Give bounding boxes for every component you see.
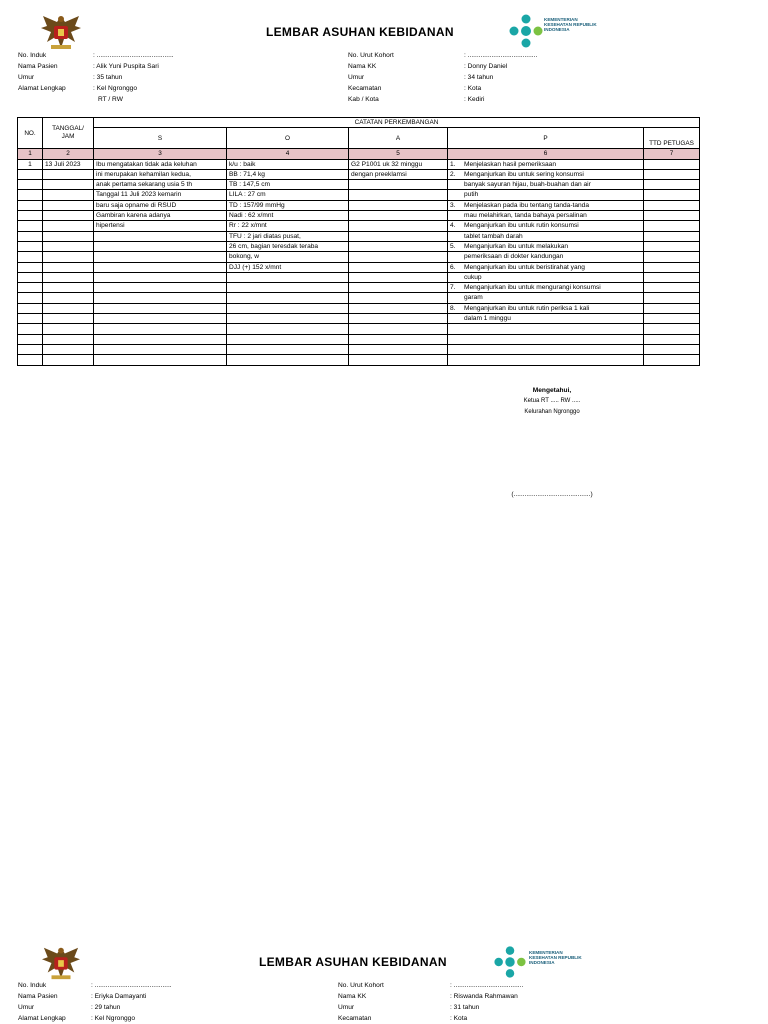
- info-label: No. Induk: [18, 52, 47, 59]
- header-a: A: [349, 128, 448, 149]
- cell-subjective: ini merupakan kehamilan kedua,: [94, 169, 227, 179]
- cell-plan: [448, 221, 644, 231]
- cell-objective: [227, 355, 349, 365]
- cell-assessment: [349, 334, 448, 344]
- cell-objective: k/u : baik: [227, 159, 349, 169]
- cell-no: [18, 314, 43, 324]
- cell-objective: Nadi : 62 x/mnt: [227, 211, 349, 221]
- cell-ttd: [644, 355, 700, 365]
- cell-subjective: [94, 272, 227, 282]
- signature-line3: Kelurahan Ngronggo: [524, 409, 580, 415]
- cell-assessment: [349, 272, 448, 282]
- col-number: 1: [18, 149, 43, 159]
- cell-plan: [448, 293, 644, 303]
- signature-line2: Ketua RT ..... RW .....: [523, 398, 581, 404]
- cell-no: [18, 293, 43, 303]
- cell-ttd: [644, 344, 700, 354]
- kemenkes-logo-text: KEMENTERIAN KESEHATAN REPUBLIK INDONESIA: [529, 950, 582, 965]
- table-row: [18, 272, 700, 282]
- cell-subjective: [94, 355, 227, 365]
- table-row: [18, 355, 700, 365]
- cell-no: 1: [18, 159, 43, 169]
- cell-ttd: [644, 180, 700, 190]
- page-title: LEMBAR ASUHAN KEBIDANAN: [259, 955, 447, 969]
- table-row: [18, 169, 700, 179]
- plan-text: Menganjurkan ibu untuk rutin konsumsi: [464, 222, 579, 230]
- table-row: [18, 252, 700, 262]
- plan-text: cukup: [464, 273, 482, 281]
- cell-ttd: [644, 190, 700, 200]
- cell-no: [18, 355, 43, 365]
- info-value: : 35 tahun: [93, 74, 123, 81]
- plan-text: Menjelaskan pada ibu tentang tanda-tanda: [464, 201, 590, 209]
- cell-no: [18, 211, 43, 221]
- cell-plan: [448, 314, 644, 324]
- plan-text: Menjelaskan hasil pemeriksaan: [464, 160, 556, 168]
- header-catatan: CATATAN PERKEMBANGAN: [94, 118, 700, 128]
- cell-objective: [227, 272, 349, 282]
- cell-no: [18, 252, 43, 262]
- info-value: : Kota: [450, 1015, 468, 1022]
- cell-tanggal: [43, 272, 94, 282]
- col-number: 5: [349, 149, 448, 159]
- cell-tanggal: [43, 344, 94, 354]
- cell-tanggal: 13 Juli 2023: [43, 159, 94, 169]
- patient-info-right: [348, 50, 648, 110]
- info-label: Umur: [348, 74, 365, 81]
- cell-ttd: [644, 252, 700, 262]
- cell-plan: [448, 211, 644, 221]
- cell-subjective: [94, 262, 227, 272]
- cell-objective: BB : 71,4 kg: [227, 169, 349, 179]
- info-label: Nama Pasien: [18, 993, 58, 1000]
- plan-text: dalam 1 minggu: [464, 315, 511, 323]
- info-label: Nama KK: [348, 63, 377, 70]
- cell-tanggal: [43, 241, 94, 251]
- signature-blank: (..........................................): [511, 491, 593, 498]
- cell-assessment: [349, 221, 448, 231]
- cell-tanggal: [43, 303, 94, 313]
- info-value: : Eriyka Damayanti: [91, 993, 147, 1000]
- cell-assessment: [349, 303, 448, 313]
- info-label: Alamat Lengkap: [18, 1015, 66, 1022]
- cell-subjective: [94, 252, 227, 262]
- cell-plan: [448, 303, 644, 313]
- cell-tanggal: [43, 262, 94, 272]
- cell-ttd: [644, 241, 700, 251]
- info-value: : Kel Ngronggo: [91, 1015, 135, 1022]
- cell-tanggal: [43, 293, 94, 303]
- plan-number: 1.: [450, 160, 456, 168]
- info-value: : Riswanda Rahmawan: [450, 993, 518, 1000]
- plan-text: Menganjurkan ibu untuk rutin periksa 1 kali: [464, 304, 590, 312]
- table-row: [18, 334, 700, 344]
- plan-text: garam: [464, 294, 483, 302]
- cell-assessment: [349, 324, 448, 334]
- cell-assessment: [349, 241, 448, 251]
- cell-assessment: [349, 200, 448, 210]
- patient-info-right: [338, 980, 638, 1024]
- cell-plan: [448, 283, 644, 293]
- table-row: [18, 262, 700, 272]
- cell-objective: Rr : 22 x/mnt: [227, 221, 349, 231]
- cell-objective: [227, 283, 349, 293]
- info-value: : Kota: [464, 85, 482, 92]
- cell-subjective: [94, 314, 227, 324]
- table-row: [18, 180, 700, 190]
- plan-text: tablet tambah darah: [464, 232, 523, 240]
- kemenkes-logo-text: KEMENTERIAN KESEHATAN REPUBLIK INDONESIA: [544, 17, 597, 32]
- cell-ttd: [644, 314, 700, 324]
- cell-ttd: [644, 303, 700, 313]
- cell-assessment: [349, 314, 448, 324]
- cell-no: [18, 324, 43, 334]
- plan-text: putih: [464, 191, 479, 199]
- cell-ttd: [644, 200, 700, 210]
- cell-tanggal: [43, 252, 94, 262]
- header-tanggal: TANGGAL/ JAM: [43, 118, 94, 149]
- cell-subjective: [94, 241, 227, 251]
- table-row: [18, 159, 700, 169]
- cell-ttd: [644, 221, 700, 231]
- cell-plan: [448, 180, 644, 190]
- kemenkes-logo-icon: [493, 945, 527, 984]
- cell-tanggal: [43, 180, 94, 190]
- table-row: [18, 344, 700, 354]
- cell-plan: [448, 231, 644, 241]
- cell-no: [18, 344, 43, 354]
- info-value: : ..........................................: [91, 982, 172, 989]
- info-label: Umur: [18, 74, 35, 81]
- cell-assessment: [349, 283, 448, 293]
- cell-ttd: [644, 211, 700, 221]
- info-label: No. Urut Kohort: [338, 982, 384, 989]
- page-title: LEMBAR ASUHAN KEBIDANAN: [266, 25, 454, 39]
- cell-no: [18, 303, 43, 313]
- table-row: [18, 241, 700, 251]
- plan-number: 2.: [450, 170, 456, 178]
- cell-objective: TD : 157/99 mmHg: [227, 200, 349, 210]
- cell-objective: [227, 303, 349, 313]
- cell-subjective: anak pertama sekarang usia 5 th: [94, 180, 227, 190]
- cell-objective: 26 cm, bagian teresdak teraba: [227, 241, 349, 251]
- info-value: : 31 tahun: [450, 1004, 480, 1011]
- plan-text: pemeriksaan di dokter kandungan: [464, 253, 564, 261]
- cell-plan: [448, 200, 644, 210]
- cell-no: [18, 180, 43, 190]
- cell-subjective: [94, 283, 227, 293]
- cell-assessment: [349, 190, 448, 200]
- cell-subjective: hipertensi: [94, 221, 227, 231]
- plan-text: Menganjurkan ibu untuk melakukan: [464, 242, 569, 250]
- cell-no: [18, 169, 43, 179]
- info-value: : 29 tahun: [91, 1004, 121, 1011]
- table-row: [18, 211, 700, 221]
- cell-objective: [227, 293, 349, 303]
- cell-no: [18, 200, 43, 210]
- cell-plan: [448, 324, 644, 334]
- plan-number: 4.: [450, 222, 456, 230]
- info-label: Nama KK: [338, 993, 367, 1000]
- cell-ttd: [644, 159, 700, 169]
- info-value: : ..........................................: [93, 52, 174, 59]
- cell-plan: [448, 252, 644, 262]
- info-value: : Kel Ngronggo: [93, 85, 137, 92]
- cell-assessment: [349, 211, 448, 221]
- cell-ttd: [644, 231, 700, 241]
- cell-assessment: [349, 344, 448, 354]
- cell-plan: [448, 241, 644, 251]
- header-no: NO.: [18, 118, 43, 149]
- kemenkes-logo-icon: [508, 13, 544, 54]
- info-value: : Alik Yuni Puspita Sari: [93, 63, 159, 70]
- table-row: [18, 231, 700, 241]
- cell-tanggal: [43, 231, 94, 241]
- cell-objective: DJJ (+) 152 x/mnt: [227, 262, 349, 272]
- cell-no: [18, 262, 43, 272]
- cell-objective: TFU : 2 jari diatas pusat,: [227, 231, 349, 241]
- cell-tanggal: [43, 334, 94, 344]
- cell-tanggal: [43, 200, 94, 210]
- cell-subjective: Tanggal 11 Juli 2023 kemarin: [94, 190, 227, 200]
- plan-text: Menganjurkan ibu untuk beristirahat yang: [464, 263, 585, 271]
- cell-plan: [448, 355, 644, 365]
- table-row: [18, 190, 700, 200]
- cell-no: [18, 190, 43, 200]
- info-label: No. Urut Kohort: [348, 52, 394, 59]
- info-value: : 34 tahun: [464, 74, 494, 81]
- signature-block: [500, 385, 604, 418]
- info-label: Kecamatan: [348, 85, 382, 92]
- cell-tanggal: [43, 355, 94, 365]
- cell-ttd: [644, 293, 700, 303]
- table-row: [18, 293, 700, 303]
- info-value: : Kediri: [464, 96, 485, 103]
- header-s: S: [94, 128, 227, 149]
- cell-subjective: [94, 231, 227, 241]
- table-row: [18, 324, 700, 334]
- cell-assessment: [349, 293, 448, 303]
- cell-plan: [448, 272, 644, 282]
- cell-tanggal: [43, 314, 94, 324]
- table-row: [18, 314, 700, 324]
- info-label: Kecamatan: [338, 1015, 372, 1022]
- table-row: [18, 200, 700, 210]
- cell-assessment: [349, 262, 448, 272]
- cell-ttd: [644, 169, 700, 179]
- cell-objective: [227, 344, 349, 354]
- cell-ttd: [644, 262, 700, 272]
- info-label: No. Induk: [18, 982, 47, 989]
- cell-plan: [448, 262, 644, 272]
- cell-assessment: [349, 252, 448, 262]
- col-number: 4: [227, 149, 349, 159]
- table-row: [18, 221, 700, 231]
- cell-subjective: [94, 303, 227, 313]
- cell-tanggal: [43, 324, 94, 334]
- cell-no: [18, 241, 43, 251]
- info-label: Umur: [338, 1004, 355, 1011]
- plan-text: Menganjurkan ibu untuk mengurangi konsumsi: [464, 284, 601, 292]
- info-label: Umur: [18, 1004, 35, 1011]
- info-label: Alamat Lengkap: [18, 85, 66, 92]
- plan-number: 7.: [450, 284, 456, 292]
- cell-subjective: [94, 344, 227, 354]
- plan-text: banyak sayuran hijau, buah-buahan dan air: [464, 181, 591, 189]
- table-row: [18, 303, 700, 313]
- cell-assessment: [349, 180, 448, 190]
- cell-subjective: [94, 293, 227, 303]
- cell-no: [18, 272, 43, 282]
- column-number-row: [18, 149, 700, 159]
- cell-plan: [448, 190, 644, 200]
- cell-tanggal: [43, 169, 94, 179]
- cell-tanggal: [43, 283, 94, 293]
- cell-objective: bokong, w: [227, 252, 349, 262]
- col-number: 2: [43, 149, 94, 159]
- plan-number: 6.: [450, 263, 456, 271]
- cell-assessment: G2 P1001 uk 32 minggu: [349, 159, 448, 169]
- table-row: [18, 283, 700, 293]
- plan-text: Menganjurkan ibu untuk sering konsumsi: [464, 170, 584, 178]
- cell-objective: [227, 334, 349, 344]
- info-label: Nama Pasien: [18, 63, 58, 70]
- cell-subjective: [94, 324, 227, 334]
- plan-number: 3.: [450, 201, 456, 209]
- cell-plan: [448, 334, 644, 344]
- cell-subjective: Ibu mengatakan tidak ada keluhan: [94, 159, 227, 169]
- col-number: 3: [94, 149, 227, 159]
- info-value: : ......................................: [464, 52, 538, 59]
- progress-notes-table: [17, 117, 700, 366]
- header-p: P: [448, 128, 644, 149]
- header-o: O: [227, 128, 349, 149]
- cell-tanggal: [43, 221, 94, 231]
- cell-subjective: Gambiran karena adanya: [94, 211, 227, 221]
- cell-objective: TB : 147,5 cm: [227, 180, 349, 190]
- cell-ttd: [644, 334, 700, 344]
- cell-assessment: dengan preeklamsi: [349, 169, 448, 179]
- cell-no: [18, 221, 43, 231]
- cell-plan: [448, 344, 644, 354]
- plan-number: 5.: [450, 242, 456, 250]
- cell-no: [18, 334, 43, 344]
- cell-objective: [227, 324, 349, 334]
- cell-ttd: [644, 272, 700, 282]
- info-value: : Donny Daniel: [464, 63, 508, 70]
- cell-subjective: [94, 334, 227, 344]
- patient-info-left: [18, 50, 318, 110]
- cell-assessment: [349, 231, 448, 241]
- cell-subjective: baru saja opname di RSUD: [94, 200, 227, 210]
- cell-tanggal: [43, 211, 94, 221]
- cell-assessment: [349, 355, 448, 365]
- cell-no: [18, 231, 43, 241]
- info-label: Kab / Kota: [348, 96, 379, 103]
- plan-number: 8.: [450, 304, 456, 312]
- cell-objective: [227, 314, 349, 324]
- info-value: : ......................................: [450, 982, 524, 989]
- cell-ttd: [644, 283, 700, 293]
- cell-ttd: [644, 324, 700, 334]
- cell-plan: [448, 159, 644, 169]
- plan-text: mau melahirkan, tanda bahaya persalinan: [464, 212, 587, 220]
- header-ttd: TTD PETUGAS: [644, 128, 700, 149]
- cell-plan: [448, 169, 644, 179]
- cell-tanggal: [43, 190, 94, 200]
- signature-line1: Mengetahui,: [532, 387, 572, 394]
- cell-objective: LILA : 27 cm: [227, 190, 349, 200]
- info-value: RT / RW: [98, 96, 123, 103]
- patient-info-left: [18, 980, 318, 1024]
- col-number: 6: [448, 149, 644, 159]
- col-number: 7: [644, 149, 700, 159]
- cell-no: [18, 283, 43, 293]
